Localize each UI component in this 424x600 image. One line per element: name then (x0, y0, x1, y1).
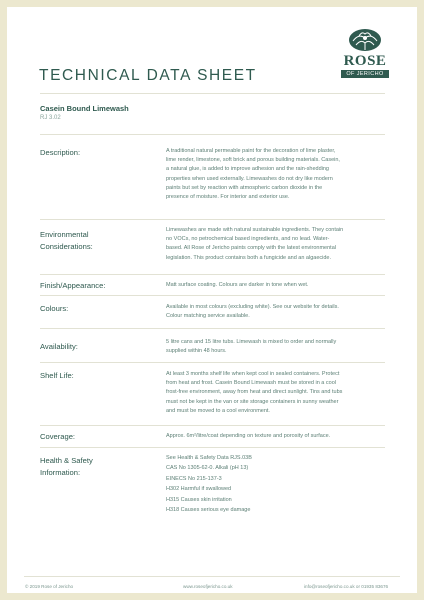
section-label: Finish/Appearance: (40, 281, 106, 290)
footer-contact[interactable]: info@roseofjericho.co.uk or 01935 83676 (304, 584, 389, 589)
section-divider (40, 425, 385, 426)
section-label: Coverage: (40, 432, 76, 441)
title-divider (40, 93, 385, 94)
section-text: At least 3 months shelf life when kept cool in sealed containers. Protect from heat and frost. Casein Bound Limewash must be stored in a cool frost-free environment, away from heat and direct sunlight. Tins and tubs must not be kept in the van or site storage containers in sunny weather and must be moved to a cool environment. (166, 371, 343, 414)
footer-divider (24, 576, 400, 577)
logo-wordmark: ROSE (343, 53, 387, 69)
section-label: Availability: (40, 342, 78, 351)
footer-website-link[interactable]: www.roseofjericho.co.uk (183, 584, 233, 589)
product-name: Casein Bound Limewash (40, 104, 129, 113)
section-label: Description: (40, 148, 81, 157)
section-text: Limewashes are made with natural sustainable ingredients. They contain no VOCs, no petrochemical based ingredients, and no lead. Water- based. All Rose of Jericho paints comply with the latest environmental legislation. This product contains both a fungicide and an algaecide. (166, 227, 344, 261)
section-divider (40, 328, 385, 329)
section-text: Available in most colours (excluding white). See our website for details. Colour matching service available. (166, 304, 339, 320)
section-text: Approx. 6m²/litre/coat depending on texture and porosity of surface. (166, 433, 331, 439)
section-label: Environmental Considerations: (40, 230, 93, 251)
section-divider (40, 295, 385, 296)
section-text: Matt surface coating. Colours are darker in tone when wet. (166, 282, 309, 288)
page-title: TECHNICAL DATA SHEET (39, 67, 257, 84)
section-label: Health & Safety Information: (40, 456, 93, 477)
logo-subtitle: OF JERICHO (341, 70, 389, 78)
section-text: A traditional natural permeable paint for the decoration of lime plaster, lime render, limestone, soft brick and porous building materials. Casein, a natural glue, is added to improve adhesion and the rain-shedding properties when used externally. Limewashes do not dry like modern paints but set by reaction with atmospheric carbon dioxide in the presence of moisture. For interior and exterior use. (166, 148, 340, 201)
section-text: See Health & Safety Data RJS.03B CAS No 1305-62-0. Alkali (pH 13) EINECS No 215-137-3 H302 Harmful if swallowed H315 Causes skin irritation H318 Causes serious eye damage (166, 455, 252, 514)
product-code: RJ 3.02 (40, 115, 61, 121)
header-divider (40, 134, 385, 135)
section-text: 5 litre cans and 15 litre tubs. Limewash is mixed to order and normally supplied within 48 hours. (166, 339, 337, 355)
section-label: Colours: (40, 304, 69, 313)
section-divider (40, 219, 385, 220)
section-divider (40, 274, 385, 275)
section-divider (40, 447, 385, 448)
section-label: Shelf Life: (40, 371, 74, 380)
section-divider (40, 362, 385, 363)
data-sheet-page (7, 7, 417, 593)
rose-emblem-icon (345, 25, 385, 53)
brand-logo (341, 25, 389, 78)
footer-copyright: © 2019 Rose of Jericho (25, 584, 74, 589)
